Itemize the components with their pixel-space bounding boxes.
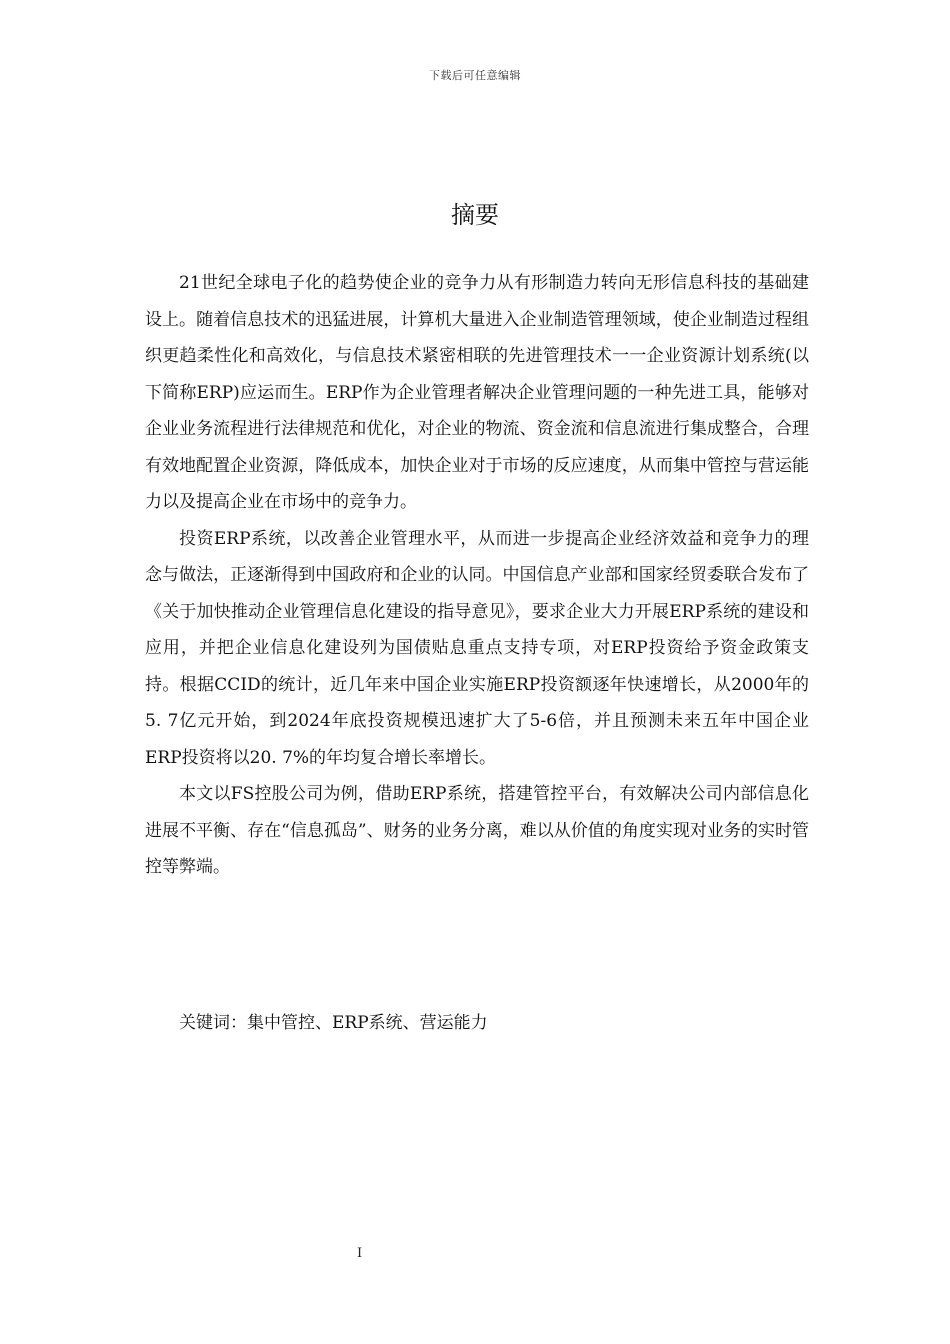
- page-number: I: [357, 1246, 363, 1261]
- paragraph-3: 本文以FS控股公司为例，借助ERP系统，搭建管控平台，有效解决公司内部信息化进展不平衡、存在“信息孤岛”、财务的业务分离，难以从价值的角度实现对业务的实时管控等弊端。: [145, 784, 809, 877]
- keywords-line: 关键词：集中管控、ERP系统、营运能力: [179, 1013, 488, 1033]
- paragraph-2: 投资ERP系统，以改善企业管理水平，从而进一步提高企业经济效益和竞争力的理念与做法，正逐渐得到中国政府和企业的认同。中国信息产业部和国家经贸委联合发布了《关于加快推动企业管理信息化建设的指导意见》，要求企业大力开展ERP系统的建设和应用，并把企业信息化建设列为国债贴息重点支持专项，对ERP投资给予资金政策支持。根据CCID的统计，近几年来中国企业实施ERP投资额逐年快速增长，从2000年的5. 7亿元开始，到2024年底投资规模迅速扩大了5-6倍，并且预测未来五年中国企业ERP投资将以20. 7%的年均复合增长率增长。: [145, 528, 809, 768]
- paragraph-1: 21世纪全球电子化的趋势使企业的竞争力从有形制造力转向无形信息科技的基础建设上。随着信息技术的迅猛进展，计算机大量进入企业制造管理领域，使企业制造过程组织更趋柔性化和高效化，与信息技术紧密相联的先进管理技术一一企业资源计划系统(以下简称ERP)应运而生。ERP作为企业管理者解决企业管理问题的一种先进工具，能够对企业业务流程进行法律规范和优化，对企业的物流、资金流和信息流进行集成整合，合理有效地配置企业资源，降低成本，加快企业对于市场的反应速度，从而集中管控与营运能力以及提高企业在市场中的竞争力。: [145, 273, 809, 512]
- abstract-body: [145, 265, 809, 886]
- page-title: 摘要: [451, 201, 499, 229]
- header-note: 下载后可任意编辑: [429, 69, 521, 82]
